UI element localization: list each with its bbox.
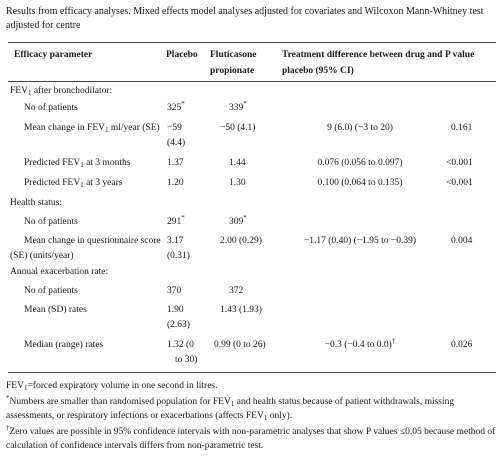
header-fluticasone-line2: propionate	[210, 66, 255, 76]
header-efficacy-parameter: Efficacy parameter	[14, 50, 93, 60]
exac-patients-placebo: 370	[167, 286, 182, 296]
footnote-numbers-smaller: *Numbers are smaller than randomised population for $FEV_1$ and health status because of patient withdrawals, missing assessments, or respiratory infections or exacerbations (affects $FEV_1$ only).	[6, 394, 455, 422]
fev1-3years-fluticasone: 1.30	[229, 178, 246, 188]
header-treatment-difference-line1: Treatment difference between drug and	[282, 50, 443, 60]
health-mean-change-difference: −1.17 (0.40) (−1.95 to −0.39)	[303, 236, 417, 246]
exac-median-rates-p: 0.026	[451, 340, 473, 350]
health-mean-change-label-line2: (SE) (units/year)	[10, 251, 74, 261]
exac-median-rates-placebo-range: to 30)	[175, 355, 198, 365]
fev1-3months-fluticasone: 1.44	[229, 158, 246, 168]
fev1-patients-placebo: 325*	[167, 100, 185, 113]
exac-median-rates-difference: −0.3 (−0.4 to 0.0)†	[324, 337, 396, 350]
exac-mean-rates-placebo: 1.90	[167, 305, 184, 315]
fev1-3months-p: <0.001	[446, 158, 473, 168]
exac-no-of-patients-label: No of patients	[24, 286, 78, 296]
exac-median-rates-fluticasone: 0.99 (0 to 26)	[214, 340, 266, 350]
fev1-3years-label: Predicted $FEV_1$ at 3 years	[24, 178, 123, 189]
fev1-3months-placebo: 1.37	[167, 158, 184, 168]
table-caption: Results from efficacy analyses. Mixed effects model analyses adjusted for covariates and Wilcoxon Mann-Whitney test adjusted for centre	[6, 6, 484, 31]
table-bottom-rule	[8, 372, 496, 373]
health-mean-change-p: 0.004	[451, 236, 473, 246]
fev1-3years-difference: 0.100 (0.064 to 0.135)	[317, 178, 403, 188]
fev1-mean-change-label: Mean change in $FEV_1$ ml/year (SE)	[24, 123, 160, 134]
header-p-value: P value	[445, 50, 475, 60]
fev1-3years-placebo: 1.20	[167, 178, 184, 188]
health-mean-change-placebo-se: (0.31)	[167, 251, 190, 261]
header-bottom-rule	[8, 81, 496, 82]
fev1-3months-label: Predicted $FEV_1$ at 3 months	[24, 158, 131, 169]
fev1-mean-change-placebo-se: (4.4)	[167, 138, 186, 148]
fev1-no-of-patients-label: No of patients	[24, 103, 78, 113]
header-fluticasone-line1: Fluticasone	[210, 50, 257, 60]
fev1-3months-difference: 0.076 (0.056 to 0.097)	[317, 158, 403, 168]
header-treatment-difference-line2: placebo (95% CI)	[282, 66, 354, 76]
exac-patients-fluticasone: 372	[229, 286, 244, 296]
fev1-mean-change-placebo: −59	[167, 123, 182, 133]
health-mean-change-placebo: 3.17	[167, 236, 184, 246]
health-mean-change-label-line1: Mean change in questionnaire score	[24, 236, 161, 246]
exac-mean-rates-fluticasone: 1.43 (1.93)	[220, 305, 262, 315]
exac-mean-rates-label: Mean (SD) rates	[24, 305, 87, 315]
fev1-mean-change-p: 0.161	[451, 123, 473, 133]
health-patients-fluticasone: 309*	[229, 214, 247, 227]
header-placebo: Placebo	[166, 50, 198, 60]
health-patients-placebo: 291*	[167, 214, 185, 227]
fev1-3years-p: <0.001	[446, 178, 473, 188]
exac-median-rates-placebo: 1.32 (0	[167, 340, 194, 350]
exac-median-rates-label: Median (range) rates	[24, 340, 104, 350]
health-no-of-patients-label: No of patients	[24, 217, 78, 227]
exac-mean-rates-placebo-sd: (2.63)	[167, 320, 190, 330]
footnote-fev1-definition: $FEV_1=forced$ expiratory volume in one second in litres.	[6, 381, 218, 392]
section-health-status-title: Health status:	[10, 198, 62, 208]
section-exacerbation-title: Annual exacerbation rate:	[10, 267, 109, 277]
fev1-mean-change-difference: 9 (6.0) (−3 to 20)	[327, 123, 393, 133]
footnote-zero-values: †Zero values are possible in 95% confidence intervals with non-parametric analyses that show P values ≤0.05 because method of calculation of confidence intervals differs from non-parametric test.	[6, 424, 496, 451]
table-top-rule	[8, 42, 496, 43]
fev1-mean-change-fluticasone: −50 (4.1)	[220, 123, 256, 133]
fev1-patients-fluticasone: 339*	[229, 100, 247, 113]
health-mean-change-fluticasone: 2.00 (0.29)	[220, 236, 262, 246]
section-fev1-title: $FEV_1$ after bronchodilator:	[10, 86, 113, 97]
